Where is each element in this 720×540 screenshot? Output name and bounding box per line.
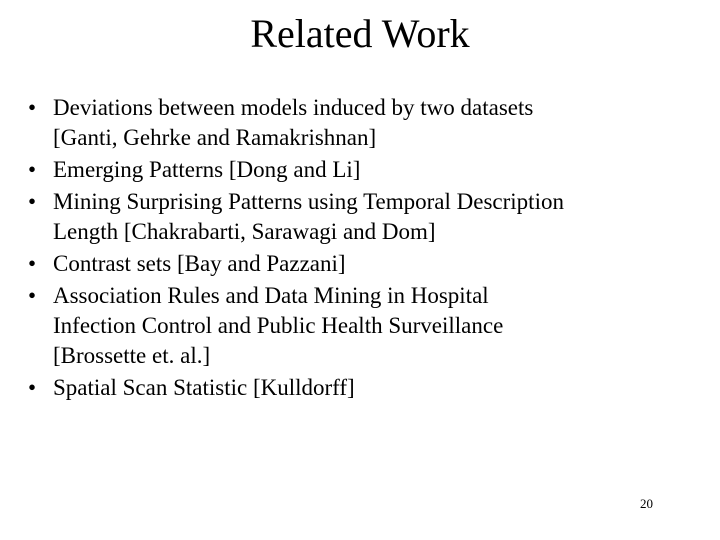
bullet-item [28, 281, 698, 371]
bullet-text-line: Infection Control and Public Health Surveillance [53, 313, 504, 338]
bullet-text-line: Length [Chakrabarti, Sarawagi and Dom] [53, 219, 436, 244]
bullet-item [28, 187, 698, 247]
bullet-text-line: Contrast sets [Bay and Pazzani] [53, 251, 346, 276]
bullet-item [28, 373, 698, 403]
bullet-icon: • [28, 251, 37, 276]
bullet-text-line: Association Rules and Data Mining in Hospital [53, 283, 489, 308]
bullet-list [28, 93, 698, 403]
bullet-icon: • [28, 375, 37, 400]
page-number: 20 [640, 496, 653, 511]
bullet-item [28, 93, 698, 153]
bullet-item [28, 249, 698, 279]
bullet-text-line: Emerging Patterns [Dong and Li] [53, 157, 361, 182]
slide-title: Related Work [250, 11, 470, 56]
bullet-text-line: [Ganti, Gehrke and Ramakrishnan] [53, 125, 377, 150]
bullet-icon: • [28, 283, 37, 308]
bullet-text-line: Mining Surprising Patterns using Temporal Description [53, 189, 564, 214]
bullet-text-line: [Brossette et. al.] [53, 343, 211, 368]
bullet-icon: • [28, 189, 37, 214]
bullet-text-line: Spatial Scan Statistic [Kulldorff] [53, 375, 355, 400]
bullet-icon: • [28, 95, 37, 120]
bullet-icon: • [28, 157, 37, 182]
bullet-text-line: Deviations between models induced by two datasets [53, 95, 534, 120]
bullet-item [28, 155, 698, 185]
